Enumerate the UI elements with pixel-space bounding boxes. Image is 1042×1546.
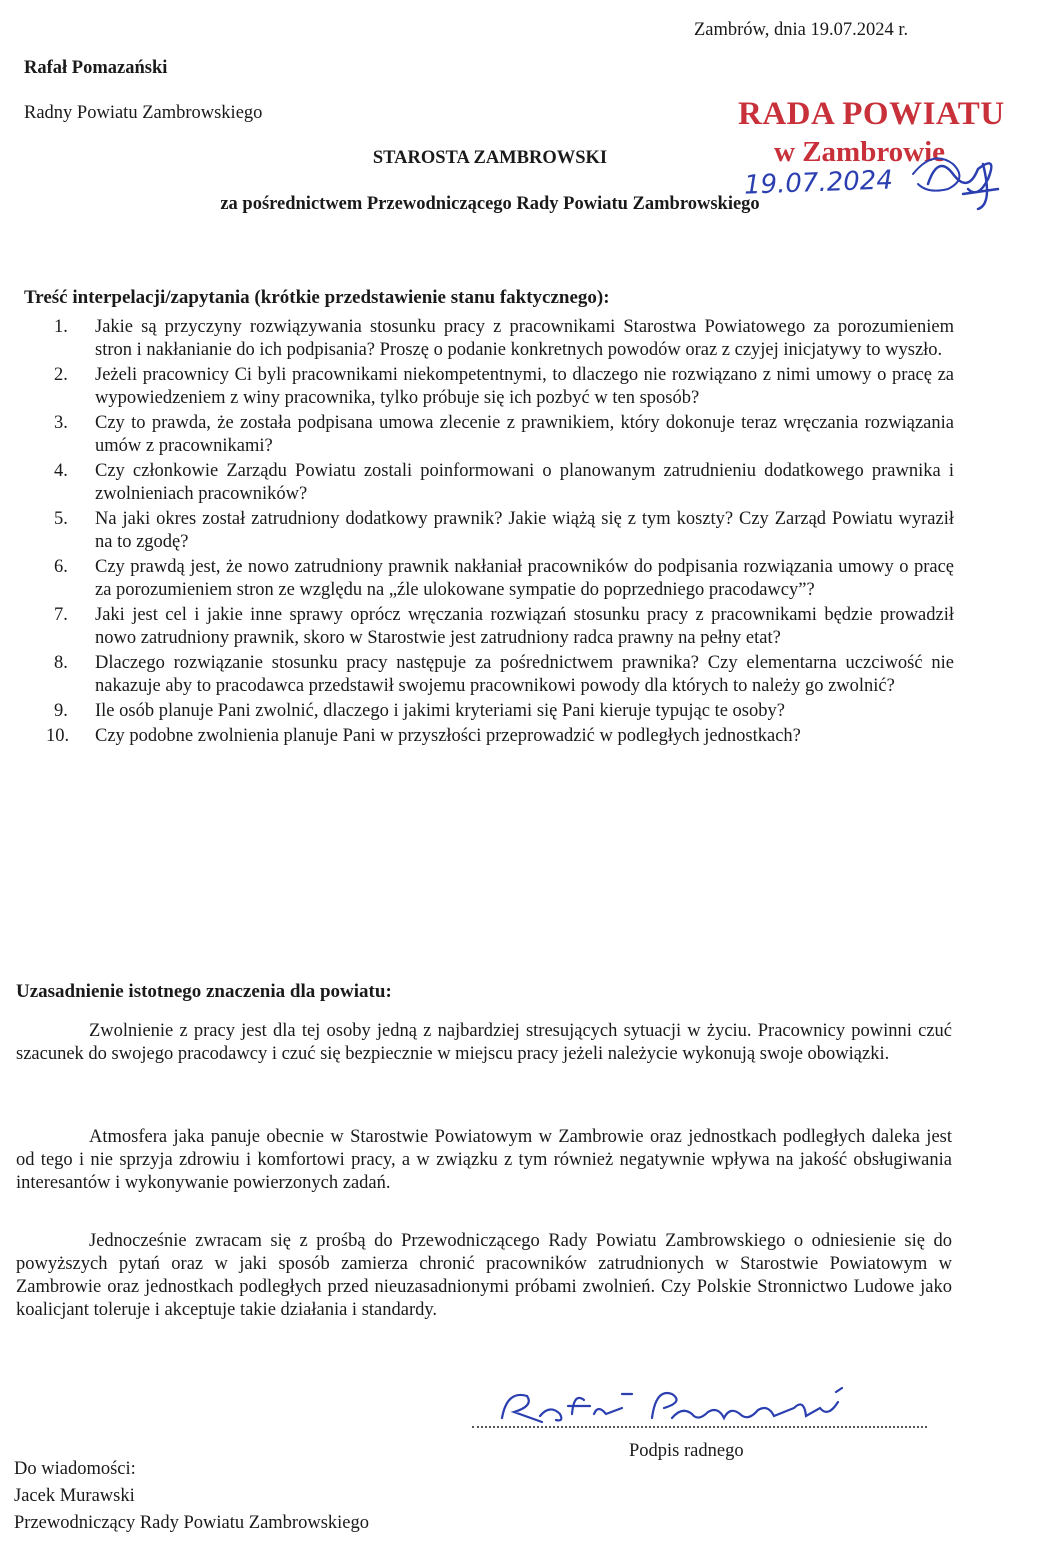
item-number: 9. [54,701,68,721]
list-item [24,556,954,602]
questions-list [24,316,954,750]
handwritten-signature-icon [472,1378,927,1438]
item-number: 2. [54,365,68,385]
item-text: Jaki jest cel i jakie inne sprawy oprócz wręczania rozwiązań stosunku pracy z pracownikami będzie prowadził nowo zatrudniony prawnik, skoro w Starostwie jest zatrudniony radca prawny na pełny etat? [95,605,954,648]
addressee: STAROSTA ZAMBROWSKI [372,148,608,168]
stamp-handwritten-date: 19.07.2024 [743,165,894,201]
author-name: Rafał Pomazański [24,58,168,78]
item-number: 7. [54,605,68,625]
justification-paragraph-2: Atmosfera jaka panuje obecnie w Starostwie Powiatowym w Zambrowie oraz jednostkach podległych daleka jest od tego i nie sprzyja zdrowiu i komfortowi pracy, a w związku z tym również negatywnie wpływa na jakość obsługiwania interesantów i wykonywanie powierzonych zadań. [16,1127,952,1193]
item-number: 8. [54,653,68,673]
item-number: 3. [54,413,68,433]
item-text: Ile osób planuje Pani zwolnić, dlaczego i jakimi kryteriami się Pani kieruje typując te osoby? [95,701,785,721]
justification-heading: Uzasadnienie istotnego znaczenia dla powiatu: [16,981,392,1002]
item-number: 6. [54,557,68,577]
stamp-initials-scribble-icon [908,144,1008,214]
justification-paragraph-3: Jednocześnie zwracam się z prośbą do Przewodniczącego Rady Powiatu Zambrowskiego o odniesienie się do powyższych pytań oraz w jaki sposób zamierza chronić pracowników zatrudnionych w Starostwie Powiatowym w Zambrowie oraz jednostkach podległych przed nieuzasadnionymi próbami zwolnień. Czy Polskie Stronnictwo Ludowe jako koalicjant toleruje i akceptuje takie działania i standardy. [16,1231,952,1320]
stamp-line2: w Zambrowie [774,136,946,168]
list-item [24,316,954,362]
item-number: 1. [54,317,68,337]
signature-caption: Podpis radnego [629,1441,744,1461]
cc-name: Jacek Murawski [14,1486,135,1506]
item-text: Czy członkowie Zarządu Powiatu zostali poinformowani o planowanym zatrudnieniu dodatkowego prawnika i zwolnieniach pracowników? [95,461,954,504]
justification-paragraph-1: Zwolnienie z pracy jest dla tej osoby jedną z najbardziej stresujących sytuacji w życiu. Pracownicy powinni czuć szacunek do swojego pracodawcy i czuć się bezpiecznie w miejscu pracy jeżeli należycie wykonują swoje obowiązki. [16,1021,952,1064]
item-text: Dlaczego rozwiązanie stosunku pracy następuje za pośrednictwem prawnika? Czy elementarna uczciwość nie nakazuje aby to pracodawca przedstawił swojemu pracownikowi powody dla których to należy go zwolnić? [95,653,954,696]
list-item [24,508,954,554]
list-item [24,460,954,506]
item-number: 4. [54,461,68,481]
item-text: Czy podobne zwolnienia planuje Pani w przyszłości przeprowadzić w podległych jednostkach? [95,726,801,746]
item-number: 10. [46,726,70,746]
list-item [24,700,954,723]
signature [472,1378,927,1448]
list-item [24,364,954,410]
cc-label: Do wiadomości: [14,1459,136,1479]
content-heading: Treść interpelacji/zapytania (krótkie przedstawienie stanu faktycznego): [24,287,610,308]
author-role: Radny Powiatu Zambrowskiego [24,103,263,123]
item-text: Czy to prawda, że została podpisana umowa zlecenie z prawnikiem, który dokonuje teraz wręczania rozwiązania umów z pracownikami? [95,413,954,456]
list-item [24,652,954,698]
item-text: Jeżeli pracownicy Ci byli pracownikami niekompetentnymi, to dlaczego nie rozwiązano z nimi umowy o pracę za wypowiedzeniem z winy pracownika, tylko próbuje się ich pozbyć w ten sposób? [95,365,954,408]
item-text: Jakie są przyczyny rozwiązywania stosunku pracy z pracownikami Starostwa Powiatowego za porozumieniem stron i nakłanianie do ich podpisania? Proszę o podanie konkretnych powodów oraz z czyjej inicjatywy to wyszło. [95,317,954,360]
stamp-line1: RADA POWIATU [738,96,1005,132]
item-number: 5. [54,509,68,529]
council-stamp [738,96,1028,216]
cc-role: Przewodniczący Rady Powiatu Zambrowskiego [14,1513,370,1533]
item-text: Na jaki okres został zatrudniony dodatkowy prawnik? Jakie wiążą się z tym koszty? Czy Zarząd Powiatu wyraził na to zgodę? [95,509,954,552]
list-item [24,604,954,650]
place-date: Zambrów, dnia 19.07.2024 r. [694,20,909,40]
list-item [24,725,954,748]
via-line: za pośrednictwem Przewodniczącego Rady Powiatu Zambrowskiego [220,194,760,214]
list-item [24,412,954,458]
signature-dotted-line [472,1426,927,1428]
item-text: Czy prawdą jest, że nowo zatrudniony prawnik nakłaniał pracowników do podpisania rozwiązania umowy o pracę za porozumieniem stron ze względu na „źle ulokowane sympatie do poprzedniego pracodawcy”? [95,557,954,600]
